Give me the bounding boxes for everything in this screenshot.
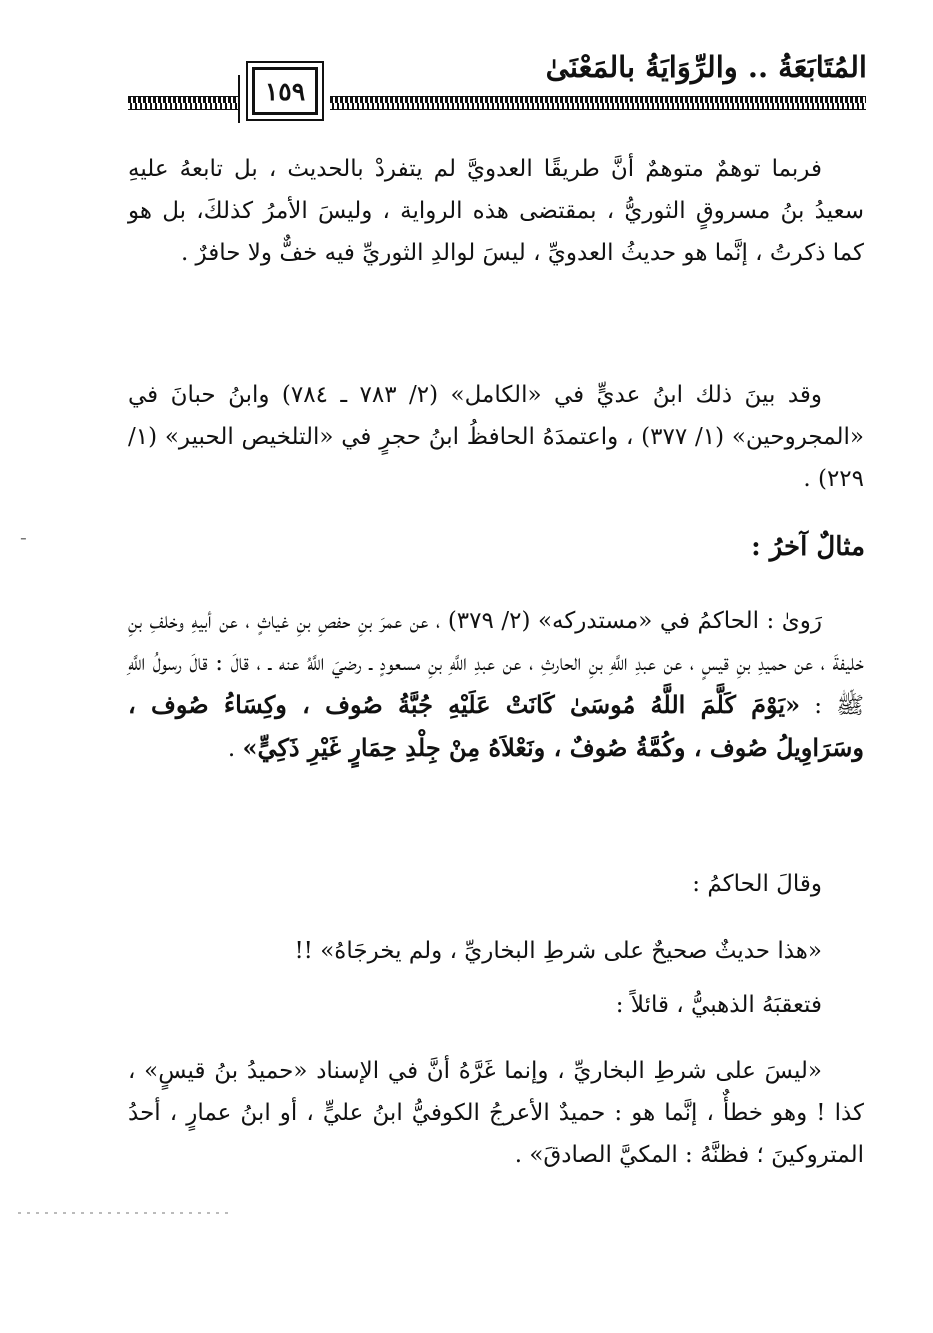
dhahabi-quote: «ليسَ على شرطِ البخاريِّ ، وإنما غَرَّهُ أنَّ في الإسناد «حميدُ بنُ قيسٍ» ، كذا ! وهو خطأٌ ، إنَّما هو : حميدٌ الأعرجُ الكوفيُّ ابنُ عليٍّ ، أو ابنُ عمارٍ ، أحدُ المتروكينَ ؛ فظنَّهُ : المكيَّ الصادقَ» . — [128, 1058, 864, 1168]
paragraph-3 — [128, 600, 864, 770]
running-title: المُتَابَعَةُ .. والرِّوَايَةُ بالمَعْنَىٰ — [545, 50, 867, 84]
margin-mark: - — [20, 525, 27, 549]
scan-edge-dots — [18, 1212, 228, 1214]
page-number-box — [246, 61, 324, 121]
page-number: ١٥٩ — [264, 76, 306, 106]
header-ornament-rule-right — [330, 96, 866, 110]
hadith-text: «يَوْمَ كَلَّمَ اللَّهُ مُوسَىٰ كَانَتْ عَلَيْهِ جُبَّةُ صُوف ، وكِسَاءُ صُوف ، وسَرَاوِيلُ صُوف ، وكُمَّةُ صُوفٌ ، ونَعْلاَهُ مِنْ جِلْدِ حِمَارٍ غَيْرِ ذَكِيٍّ» — [128, 690, 864, 762]
isnad-text: رَوىٰ : الحاكمُ في «مستدركه» (٢/ ٣٧٩) ، عن عمرَ بنِ حفصِ بنِ غياثٍ ، عن أبيهِ وخلفِ بنِ خليفةَ ، عن حميدِ بنِ قيسٍ ، عن عبدِ اللَّهِ بنِ الحارثِ ، عن عبدِ اللَّهِ بنِ مسعودٍ ـ رضيَ اللَّهُ عنه ـ ، قالَ : قالَ رسولُ اللَّهِ ﷺ : — [128, 608, 864, 719]
paragraph-4: وقالَ الحاكمُ : — [692, 871, 822, 897]
paragraph-2: وقد بينَ ذلك ابنُ عديٍّ في «الكامل» (٢/ ٧٨٣ ـ ٧٨٤) وابنُ حبانَ في «المجروحين» (١/ ٣٧٧) ، واعتمدَهُ الحافظُ ابنُ حجرٍ في «التلخيص الحبير» (١/ ٢٢٩) . — [128, 382, 864, 492]
paragraph-6: فتعقبَهُ الذهبيُّ ، قائلاً : — [615, 992, 822, 1018]
hakim-quote: «هذا حديثٌ صحيحٌ على شرطِ البخاريِّ ، ولم يخرجَاهُ» !! — [294, 938, 822, 964]
header-ornament-rule-left — [128, 96, 239, 110]
paragraph-1: فربما توهمٌ متوهمٌ أنَّ طريقًا العدويَّ لم يتفردْ بالحديث ، بل تابعهُ عليهِ سعيدُ بنُ مسروقٍ الثوريُّ ، بمقتضى هذه الرواية ، وليسَ الأمرُ كذلكَ، بل هو كما ذكرتُ ، إنَّما هو حديثُ العدويِّ ، ليسَ لوالدِ الثوريِّ فيه خفٌّ ولا حافرٌ . — [128, 156, 864, 266]
section-heading: مثالٌ آخرُ : — [751, 532, 865, 562]
hadith-end: . — [227, 736, 243, 762]
